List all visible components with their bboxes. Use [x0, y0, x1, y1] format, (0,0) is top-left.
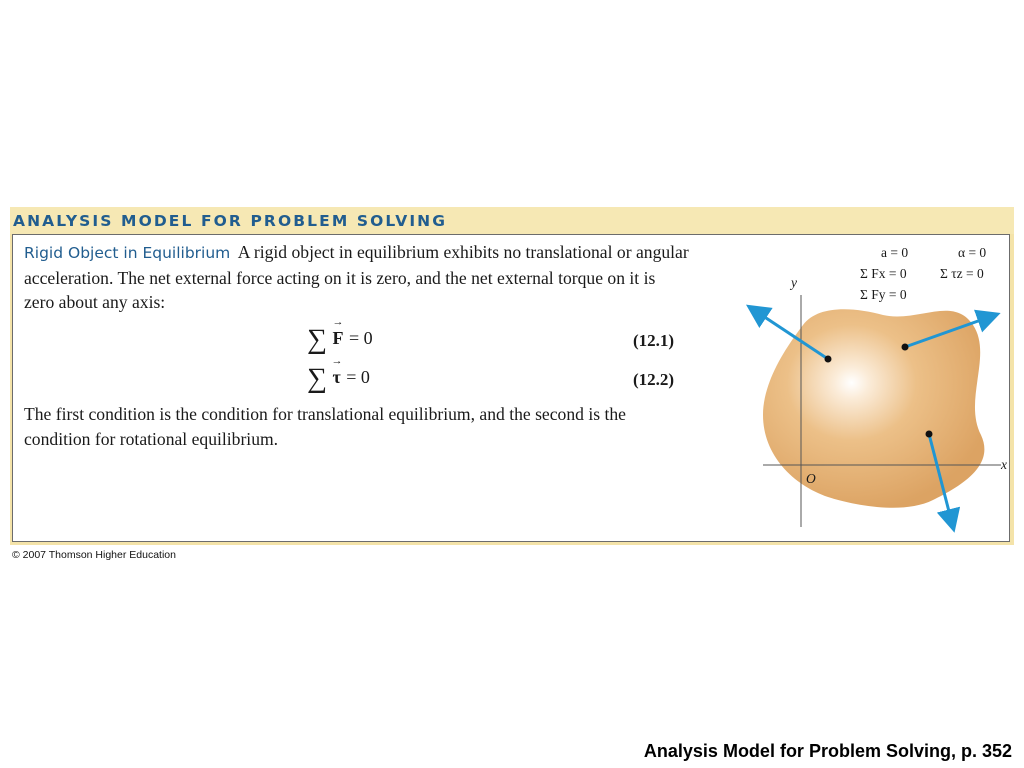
force-point: [902, 344, 909, 351]
sum-symbol: ∑: [307, 324, 327, 355]
equation-rhs: = 0: [346, 367, 370, 387]
condition-fy: Σ Fy = 0: [860, 287, 907, 302]
equation-force: [307, 324, 373, 356]
condition-tz: Σ τz = 0: [940, 266, 984, 281]
model-description: A rigid object in equilibrium exhibits no translational or angular acceleration. The net external force acting on it is zero, and the net external torque on it is zero about any axis:: [24, 242, 689, 312]
force-point: [825, 356, 832, 363]
equation-rhs: = 0: [348, 328, 373, 348]
conditions-paragraph: The first condition is the condition for translational equilibrium, and the second is the condition for rotational equilibrium.: [24, 404, 626, 449]
equation-number: (12.1): [633, 331, 675, 350]
model-name: Rigid Object in Equilibrium: [24, 244, 231, 262]
box-title: ANALYSIS MODEL FOR PROBLEM SOLVING: [13, 212, 448, 230]
x-axis-label: x: [1001, 457, 1007, 472]
condition-alpha: α = 0: [958, 245, 987, 260]
condition-fx: Σ Fx = 0: [860, 266, 907, 281]
analysis-model-box: [10, 207, 1014, 545]
sum-symbol: ∑: [307, 363, 327, 394]
y-axis-label: y: [791, 275, 797, 290]
equation-torque: [307, 363, 370, 395]
origin-label: O: [806, 471, 816, 486]
box-header: [10, 207, 1014, 234]
condition-a: a = 0: [881, 245, 909, 260]
slide-caption: Analysis Model for Problem Solving, p. 352: [643, 741, 1012, 761]
rigid-object-figure: [733, 235, 1009, 541]
conditions-text: [860, 245, 986, 302]
force-point: [926, 431, 933, 438]
equation-number: (12.2): [633, 370, 675, 389]
force-vector: → F: [331, 328, 344, 349]
torque-vector: → τ: [331, 367, 341, 388]
content-panel: [12, 234, 1010, 542]
intro-paragraph: [24, 240, 689, 315]
copyright-notice: © 2007 Thomson Higher Education: [12, 549, 176, 561]
